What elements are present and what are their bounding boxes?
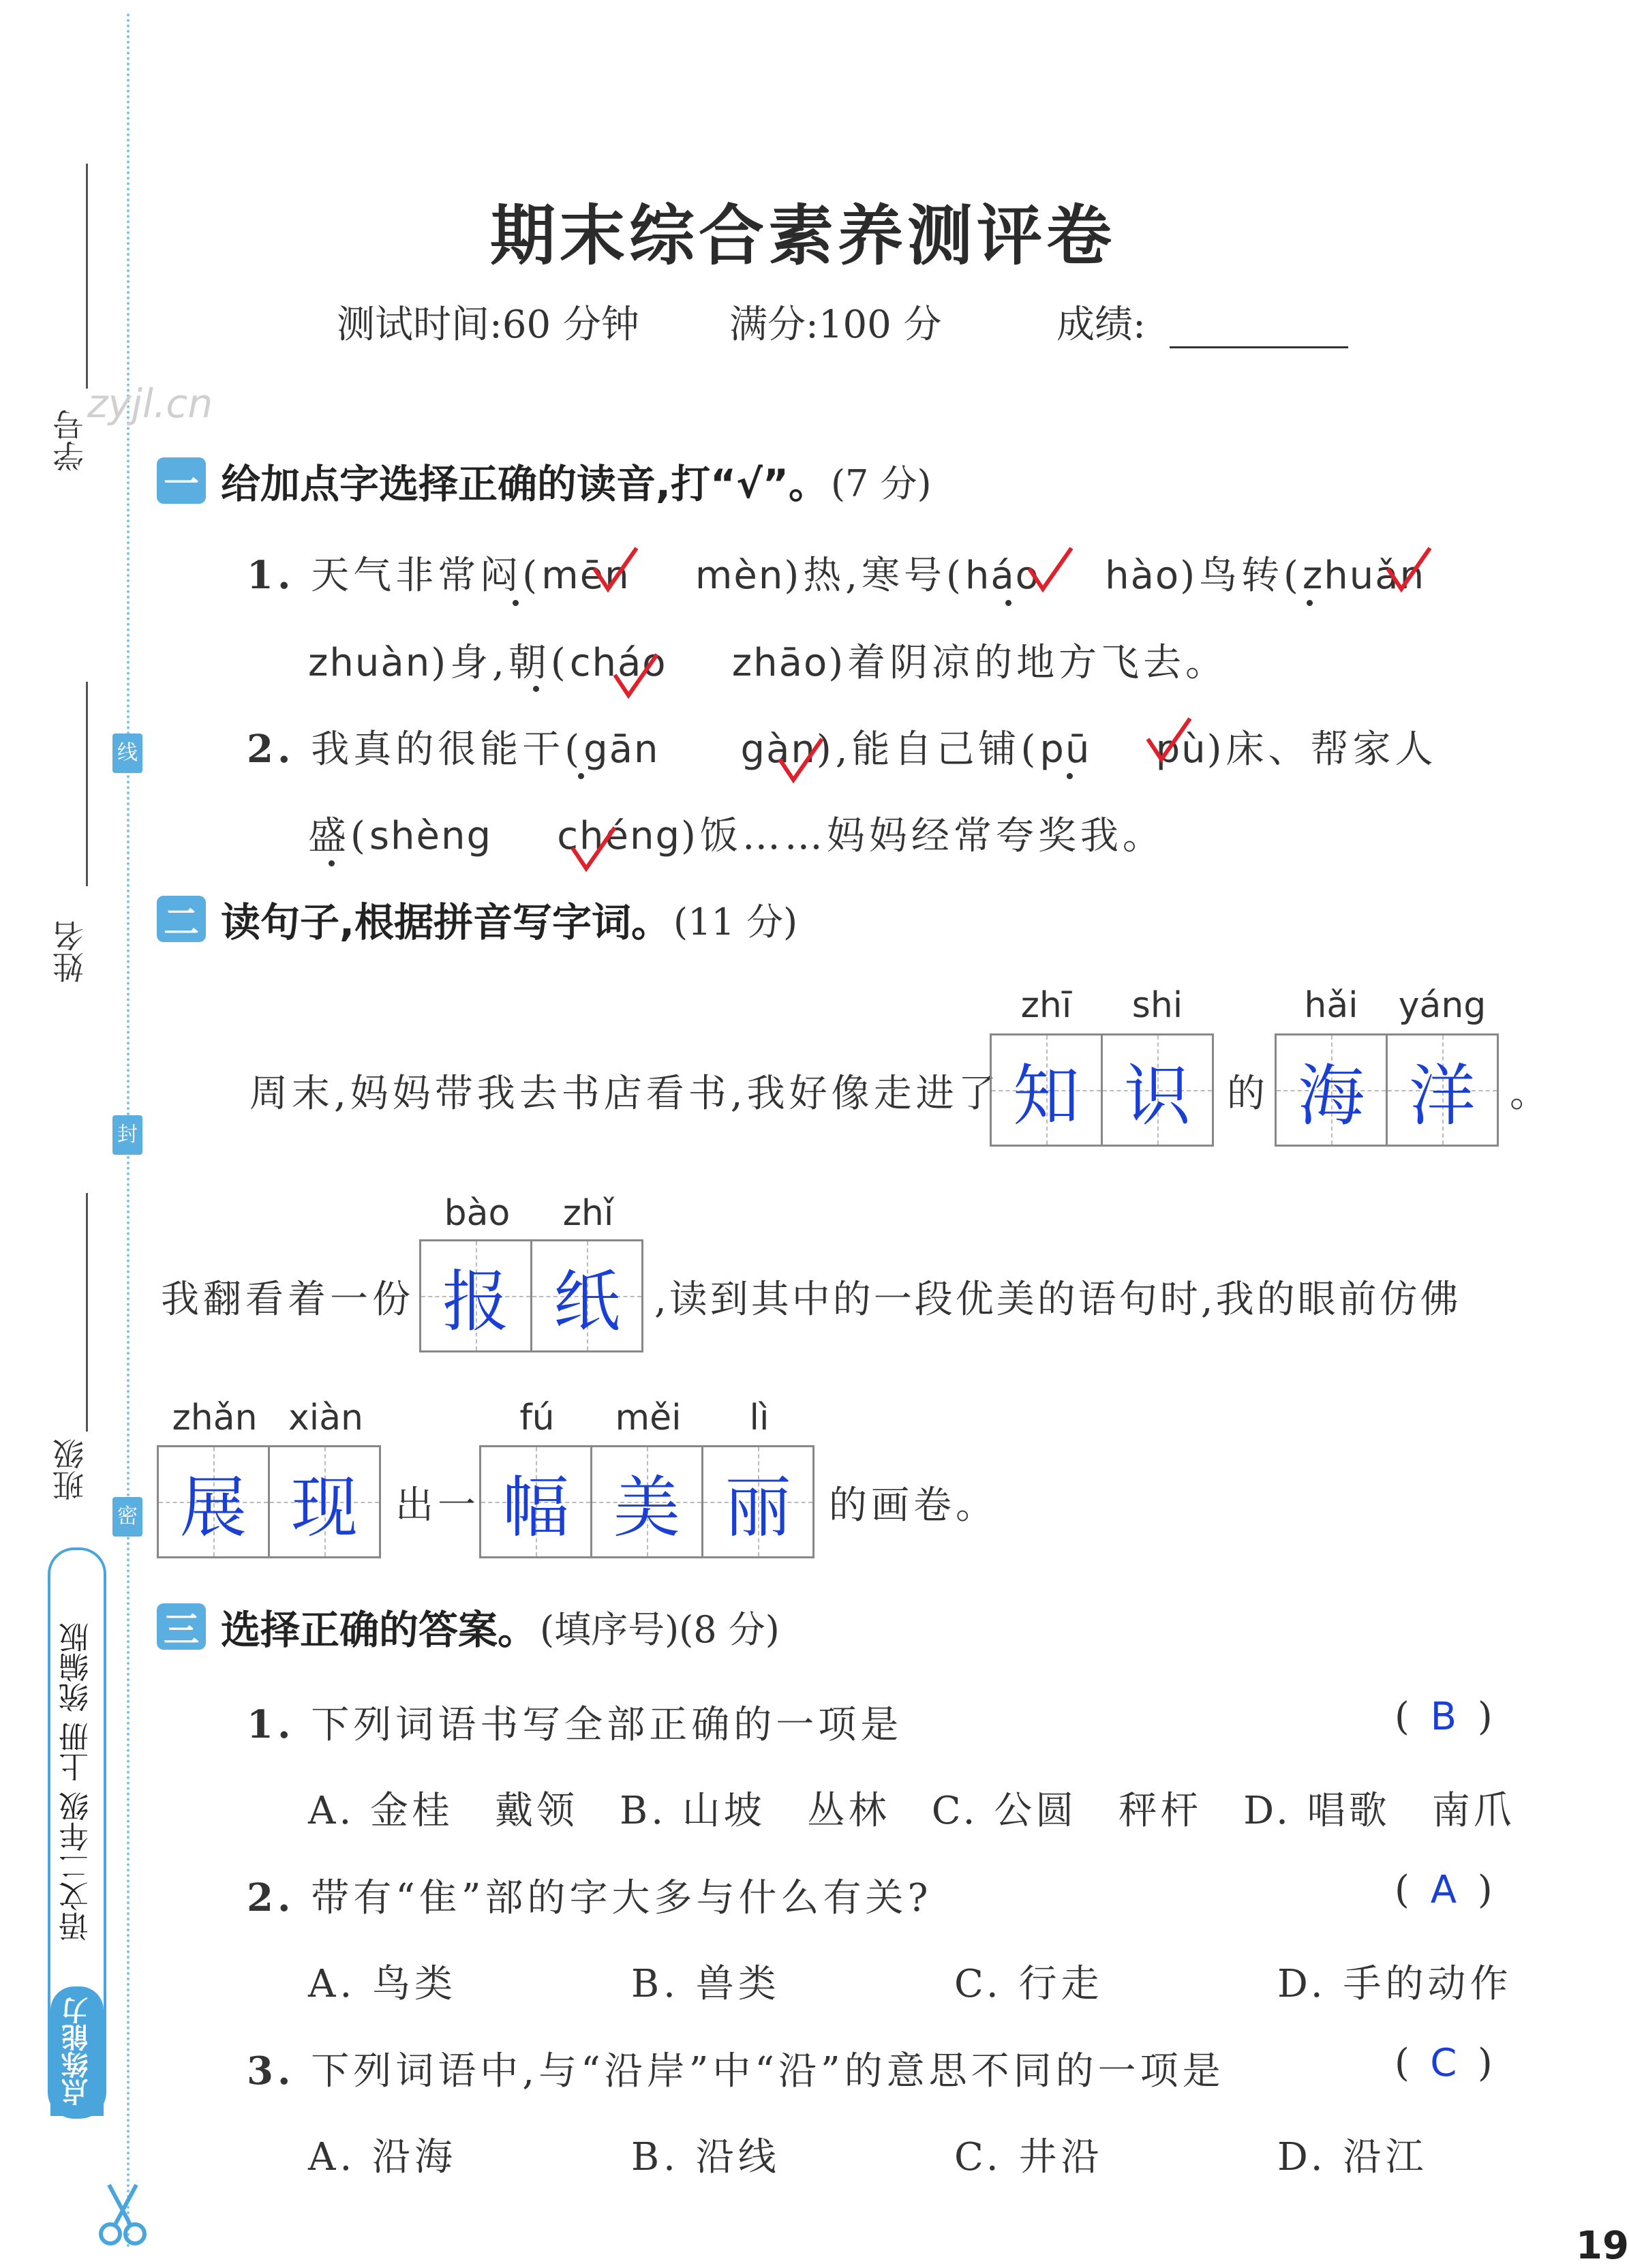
pinyin-label: zhǐ bbox=[562, 1193, 614, 1234]
emphasis-dot bbox=[1005, 600, 1011, 606]
pinyin-label: fú bbox=[519, 1397, 555, 1438]
seal-line-mark: 线 bbox=[112, 734, 142, 773]
q3-item-3-option-d: D. 沿江 bbox=[1277, 2135, 1428, 2179]
emphasis-dot bbox=[513, 600, 519, 606]
q3-item-2-option-c: C. 行走 bbox=[954, 1962, 1103, 2006]
q3-item-3-option-b: B. 沿线 bbox=[631, 2135, 780, 2179]
q3-item-3-option-a: A. 沿海 bbox=[308, 2135, 457, 2179]
section-title: 选择正确的答案。 bbox=[221, 1607, 538, 1653]
q2-sentence-1: 周末,妈妈带我去书店看书,我好像走进了 bbox=[249, 1072, 1001, 1116]
char-box[interactable]: 展 bbox=[159, 1447, 270, 1556]
section-badge: 一 bbox=[157, 457, 206, 504]
q1-line-2: zhuàn)身,朝(cháo zhāo)着阴凉的地方飞去。 bbox=[308, 641, 1228, 685]
q3-item-2-option-a: A. 鸟类 bbox=[308, 1962, 457, 2006]
score-input-line[interactable] bbox=[1170, 346, 1348, 348]
q3-item-3-stem: 3. 下列词语中,与“沿岸”中“沿”的意思不同的一项是 bbox=[247, 2048, 1225, 2093]
q2-sentence-3-end: 的画卷。 bbox=[829, 1483, 998, 1528]
class-label: 班级 bbox=[52, 1438, 89, 1501]
checkmark-icon bbox=[777, 736, 825, 784]
section-2-header bbox=[157, 892, 797, 946]
pinyin-label: shi bbox=[1131, 985, 1183, 1026]
emphasis-dot bbox=[533, 686, 539, 692]
scissors-icon bbox=[95, 2185, 150, 2246]
section-title: 读句子,根据拼音写字词。 bbox=[221, 899, 671, 946]
pinyin-label: bào bbox=[444, 1193, 511, 1234]
char-box[interactable]: 幅 bbox=[481, 1447, 592, 1556]
q1-line-1: 1. 天气非常闷(mēn mèn)热,寒号(háo hào)鸟转(zhuǎn bbox=[247, 553, 1426, 598]
char-box[interactable]: 现 bbox=[270, 1447, 379, 1556]
q1-line-4: 盛(shèng chéng)饭……妈妈经常夸奖我。 bbox=[308, 814, 1165, 858]
score-label: 成绩: bbox=[1056, 303, 1146, 347]
pinyin-label: yáng bbox=[1398, 985, 1487, 1026]
pinyin-label: měi bbox=[615, 1397, 682, 1438]
page-title: 期末综合素养测评卷 bbox=[490, 197, 1116, 274]
pinyin-label: hǎi bbox=[1304, 985, 1358, 1026]
seal-close-mark: 密 bbox=[112, 1497, 142, 1537]
answer-grid[interactable] bbox=[479, 1445, 814, 1558]
q3-item-3-option-c: C. 井沿 bbox=[954, 2135, 1103, 2179]
q2-sentence-3-mid: 出一 bbox=[395, 1483, 480, 1528]
q3-item-2-option-b: B. 兽类 bbox=[631, 1962, 780, 2006]
pinyin-label: lì bbox=[749, 1397, 770, 1438]
q2-sentence-2: 我翻看着一份 bbox=[161, 1277, 414, 1322]
section-badge: 二 bbox=[157, 896, 206, 942]
emphasis-dot bbox=[1307, 600, 1313, 606]
char-box[interactable]: 洋 bbox=[1388, 1035, 1497, 1145]
q2-sentence-1-end: 。 bbox=[1510, 1072, 1552, 1116]
student-id-label: 学号 bbox=[52, 409, 89, 472]
class-line bbox=[86, 1193, 88, 1432]
answer-grid[interactable] bbox=[419, 1239, 643, 1352]
checkmark-icon bbox=[1385, 545, 1433, 593]
page-number: 19 bbox=[1576, 2224, 1629, 2268]
watermark: zyjl.cn bbox=[87, 380, 213, 427]
q1-line-3: 2. 我真的很能干(gān gàn),能自己铺(pū pù)床、帮家人 bbox=[247, 727, 1437, 772]
q3-item-1-answer[interactable]: ( B ) bbox=[1395, 1695, 1493, 1739]
book-edition-label: 语文二年级 上册 统编版 bbox=[59, 1622, 94, 1941]
section-points: (7 分) bbox=[830, 462, 932, 505]
char-box[interactable]: 知 bbox=[992, 1035, 1103, 1145]
seal-seal-mark: 封 bbox=[112, 1115, 142, 1155]
answer-grid[interactable] bbox=[1275, 1033, 1499, 1147]
checkmark-icon bbox=[592, 545, 639, 593]
emphasis-dot bbox=[329, 860, 335, 866]
char-box[interactable]: 识 bbox=[1103, 1035, 1212, 1145]
section-badge: 三 bbox=[157, 1603, 206, 1650]
q3-item-2-option-d: D. 手的动作 bbox=[1277, 1962, 1512, 2006]
pinyin-label: zhǎn bbox=[172, 1397, 258, 1438]
q2-sentence-1-mid: 的 bbox=[1227, 1072, 1269, 1116]
q3-item-1-stem: 1. 下列词语书写全部正确的一项是 bbox=[247, 1702, 903, 1747]
answer-grid[interactable] bbox=[990, 1033, 1214, 1147]
q2-sentence-2-end: ,读到其中的一段优美的语句时,我的眼前仿佛 bbox=[654, 1277, 1461, 1322]
section-1-header bbox=[157, 453, 932, 508]
book-brand-tab bbox=[48, 1547, 106, 2119]
test-time: 测试时间:60 分钟 bbox=[337, 303, 639, 347]
brand-logo: 点练能力 bbox=[50, 1986, 104, 2116]
checkmark-icon bbox=[1145, 716, 1193, 763]
q3-item-3-answer[interactable]: ( C ) bbox=[1395, 2041, 1493, 2085]
name-label: 姓名 bbox=[52, 920, 89, 983]
char-box[interactable]: 丽 bbox=[703, 1447, 812, 1556]
answer-grid[interactable] bbox=[157, 1445, 381, 1558]
emphasis-dot bbox=[578, 773, 584, 779]
pinyin-label: zhī bbox=[1020, 985, 1072, 1026]
section-title: 给加点字选择正确的读音,打“√”。 bbox=[221, 461, 828, 507]
char-box[interactable]: 报 bbox=[421, 1241, 532, 1350]
q3-item-2-stem: 2. 带有“隹”部的字大多与什么有关? bbox=[247, 1875, 932, 1920]
full-score: 满分:100 分 bbox=[729, 303, 942, 347]
checkmark-icon bbox=[612, 652, 660, 699]
checkmark-icon bbox=[570, 825, 618, 873]
name-line bbox=[86, 682, 88, 886]
q3-item-1-options: A. 金桂 戴领 B. 山坡 丛林 C. 公圆 秤杆 D. 唱歌 南爪 bbox=[308, 1789, 1515, 1833]
char-box[interactable]: 海 bbox=[1277, 1035, 1388, 1145]
char-box[interactable]: 美 bbox=[592, 1447, 703, 1556]
emphasis-dot bbox=[1067, 773, 1073, 779]
q3-item-2-answer[interactable]: ( A ) bbox=[1395, 1868, 1493, 1912]
checkmark-icon bbox=[1026, 545, 1074, 593]
char-box[interactable]: 纸 bbox=[532, 1241, 641, 1350]
section-points: (填序号)(8 分) bbox=[540, 1607, 780, 1651]
section-3-header bbox=[157, 1599, 780, 1654]
pinyin-label: xiàn bbox=[288, 1397, 364, 1438]
section-points: (11 分) bbox=[673, 900, 798, 943]
